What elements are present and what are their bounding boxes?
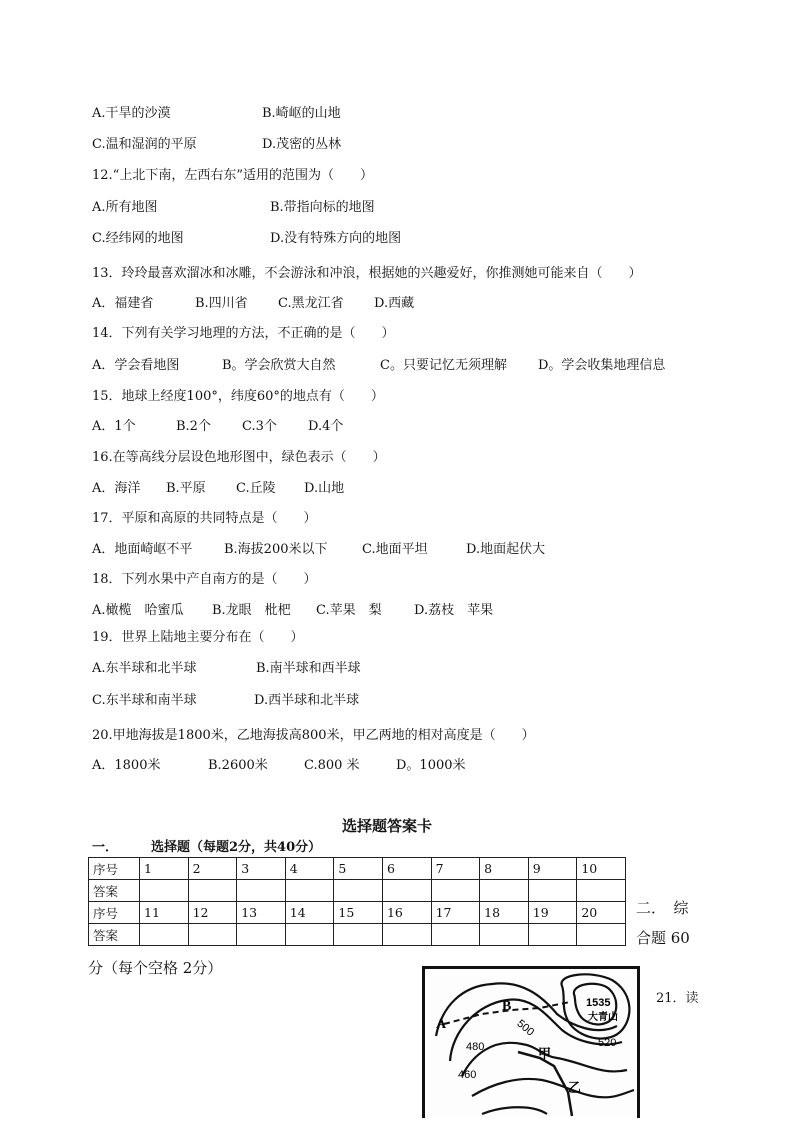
q16-option-b: B.平原 bbox=[166, 481, 206, 496]
answer-card-title: 选择题答案卡 bbox=[342, 817, 433, 835]
row-label-answer: 答案 bbox=[89, 880, 140, 902]
answer-cell[interactable] bbox=[334, 880, 383, 902]
row-label-number: 序号 bbox=[89, 902, 140, 924]
q11-option-a: A.干旱的沙漠 bbox=[92, 106, 171, 121]
q21-stem: 21．读 bbox=[656, 991, 699, 1006]
question-number-cell: 20 bbox=[577, 902, 626, 924]
answer-table-answer-row-2 bbox=[89, 924, 626, 946]
q11-option-c: C.温和湿润的平原 bbox=[92, 137, 197, 152]
answer-cell[interactable] bbox=[431, 924, 480, 946]
map-label-520: 520 bbox=[598, 1037, 617, 1049]
q18-stem: 18．下列水果中产自南方的是（ ） bbox=[92, 572, 317, 587]
q16-stem: 16.在等高线分层设色地形图中，绿色表示（ ） bbox=[92, 450, 386, 465]
q11-option-d: D.茂密的丛林 bbox=[262, 137, 342, 152]
q18-option-b: B.龙眼 枇杷 bbox=[212, 603, 291, 618]
q12-option-b: B.带指向标的地图 bbox=[270, 200, 375, 215]
answer-cell[interactable] bbox=[188, 924, 237, 946]
section-two-line-1: 二． 综 bbox=[636, 899, 689, 917]
answer-cell[interactable] bbox=[480, 880, 529, 902]
answer-table-number-row-1 bbox=[89, 858, 626, 880]
answer-cell[interactable] bbox=[577, 924, 626, 946]
answer-cell[interactable] bbox=[140, 880, 189, 902]
map-label-a: A bbox=[436, 1017, 447, 1032]
answer-cell[interactable] bbox=[528, 924, 577, 946]
q17-stem: 17．平原和高原的共同特点是（ ） bbox=[92, 511, 317, 526]
question-number-cell: 13 bbox=[237, 902, 286, 924]
q17-option-a: A．地面崎岖不平 bbox=[92, 542, 193, 557]
q14-stem: 14．下列有关学习地理的方法，不正确的是（ ） bbox=[92, 326, 395, 341]
answer-cell[interactable] bbox=[334, 924, 383, 946]
q20-stem: 20.甲地海拔是1800米，乙地海拔高800米，甲乙两地的相对高度是（ ） bbox=[92, 728, 535, 743]
answer-cell[interactable] bbox=[382, 880, 431, 902]
q19-option-b: B.南半球和西半球 bbox=[256, 661, 361, 676]
map-label-460: 460 bbox=[458, 1069, 477, 1081]
q20-option-c: C.800 米 bbox=[304, 758, 360, 773]
question-number-cell: 2 bbox=[188, 858, 237, 880]
q17-option-b: B.海拔200米以下 bbox=[224, 542, 328, 557]
answer-cell[interactable] bbox=[285, 880, 334, 902]
q19-option-a: A.东半球和北半球 bbox=[92, 661, 197, 676]
q11-option-b: B.崎岖的山地 bbox=[262, 106, 341, 121]
map-label-500: 500 bbox=[514, 1017, 537, 1039]
answer-cell[interactable] bbox=[140, 924, 189, 946]
q16-option-d: D.山地 bbox=[304, 481, 345, 496]
answer-table-number-row-2 bbox=[89, 902, 626, 924]
q13-option-c: C.黑龙江省 bbox=[278, 296, 344, 311]
map-label-peak-name: 大青山 bbox=[588, 1012, 618, 1023]
question-number-cell: 16 bbox=[382, 902, 431, 924]
answer-cell[interactable] bbox=[480, 924, 529, 946]
question-number-cell: 19 bbox=[528, 902, 577, 924]
q12-option-a: A.所有地图 bbox=[92, 200, 158, 215]
question-number-cell: 18 bbox=[480, 902, 529, 924]
q18-option-c: C.苹果 梨 bbox=[316, 603, 382, 618]
answer-cell[interactable] bbox=[285, 924, 334, 946]
q12-stem: 12.“上北下南，左西右东”适用的范围为（ ） bbox=[92, 168, 373, 183]
q14-option-d: D。学会收集地理信息 bbox=[538, 358, 666, 373]
q13-stem: 13．玲玲最喜欢溜冰和冰雕，不会游泳和冲浪，根据她的兴趣爱好，你推测她可能来自（ ） bbox=[92, 266, 642, 281]
answer-cell[interactable] bbox=[528, 880, 577, 902]
question-number-cell: 12 bbox=[188, 902, 237, 924]
question-number-cell: 10 bbox=[577, 858, 626, 880]
q14-option-b: B。学会欣赏大自然 bbox=[222, 358, 336, 373]
question-number-cell: 9 bbox=[528, 858, 577, 880]
contour-map bbox=[422, 966, 640, 1118]
question-number-cell: 5 bbox=[334, 858, 383, 880]
section-two-line-2: 合题 60 bbox=[636, 929, 690, 947]
map-label-480: 480 bbox=[466, 1041, 485, 1053]
q15-option-d: D.4个 bbox=[308, 419, 344, 434]
question-number-cell: 8 bbox=[480, 858, 529, 880]
question-number-cell: 3 bbox=[237, 858, 286, 880]
q20-option-a: A．1800米 bbox=[92, 758, 161, 773]
q18-option-a: A.橄榄 哈蜜瓜 bbox=[92, 603, 184, 618]
question-number-cell: 15 bbox=[334, 902, 383, 924]
map-label-peak-elevation: 1535 bbox=[586, 997, 611, 1009]
answer-cell[interactable] bbox=[382, 924, 431, 946]
answer-cell[interactable] bbox=[431, 880, 480, 902]
q12-option-c: C.经纬网的地图 bbox=[92, 231, 184, 246]
q17-option-d: D.地面起伏大 bbox=[466, 542, 546, 557]
q17-option-c: C.地面平坦 bbox=[362, 542, 428, 557]
question-number-cell: 14 bbox=[285, 902, 334, 924]
q20-option-b: B.2600米 bbox=[208, 758, 268, 773]
answer-cell[interactable] bbox=[237, 924, 286, 946]
question-number-cell: 11 bbox=[140, 902, 189, 924]
q15-option-b: B.2个 bbox=[176, 419, 211, 434]
q19-option-d: D.西半球和北半球 bbox=[254, 693, 360, 708]
q12-option-d: D.没有特殊方向的地图 bbox=[270, 231, 402, 246]
map-label-yi: 乙 bbox=[568, 1081, 582, 1096]
section-two-line-3: 分（每个空格 2分） bbox=[88, 959, 223, 977]
answer-cell[interactable] bbox=[237, 880, 286, 902]
q20-option-d: D。1000米 bbox=[396, 758, 466, 773]
question-number-cell: 1 bbox=[140, 858, 189, 880]
answer-table bbox=[88, 857, 626, 946]
answer-cell[interactable] bbox=[188, 880, 237, 902]
q13-option-a: A．福建省 bbox=[92, 296, 154, 311]
q19-option-c: C.东半球和南半球 bbox=[92, 693, 197, 708]
q18-option-d: D.荔枝 苹果 bbox=[414, 603, 494, 618]
q14-option-a: A．学会看地图 bbox=[92, 358, 180, 373]
answer-table-answer-row-1 bbox=[89, 880, 626, 902]
answer-cell[interactable] bbox=[577, 880, 626, 902]
map-label-b: B bbox=[502, 999, 512, 1014]
section-one-heading: 选择题（每题2分，共40分） bbox=[151, 840, 322, 855]
q19-stem: 19．世界上陆地主要分布在（ ） bbox=[92, 630, 304, 645]
q15-option-a: A．1个 bbox=[92, 419, 136, 434]
q14-option-c: C。只要记忆无须理解 bbox=[380, 358, 507, 373]
question-number-cell: 7 bbox=[431, 858, 480, 880]
contour-map-svg bbox=[422, 966, 640, 1118]
q15-stem: 15．地球上经度100°，纬度60°的地点有（ ） bbox=[92, 389, 384, 404]
row-label-answer: 答案 bbox=[89, 924, 140, 946]
question-number-cell: 4 bbox=[285, 858, 334, 880]
q16-option-c: C.丘陵 bbox=[236, 481, 276, 496]
q13-option-d: D.西藏 bbox=[374, 296, 415, 311]
row-label-number: 序号 bbox=[89, 858, 140, 880]
question-number-cell: 6 bbox=[382, 858, 431, 880]
q16-option-a: A．海洋 bbox=[92, 481, 141, 496]
q15-option-c: C.3个 bbox=[242, 419, 277, 434]
map-label-jia: 甲 bbox=[538, 1047, 552, 1062]
question-number-cell: 17 bbox=[431, 902, 480, 924]
q13-option-b: B.四川省 bbox=[195, 296, 248, 311]
section-one-number: 一． bbox=[92, 840, 119, 855]
